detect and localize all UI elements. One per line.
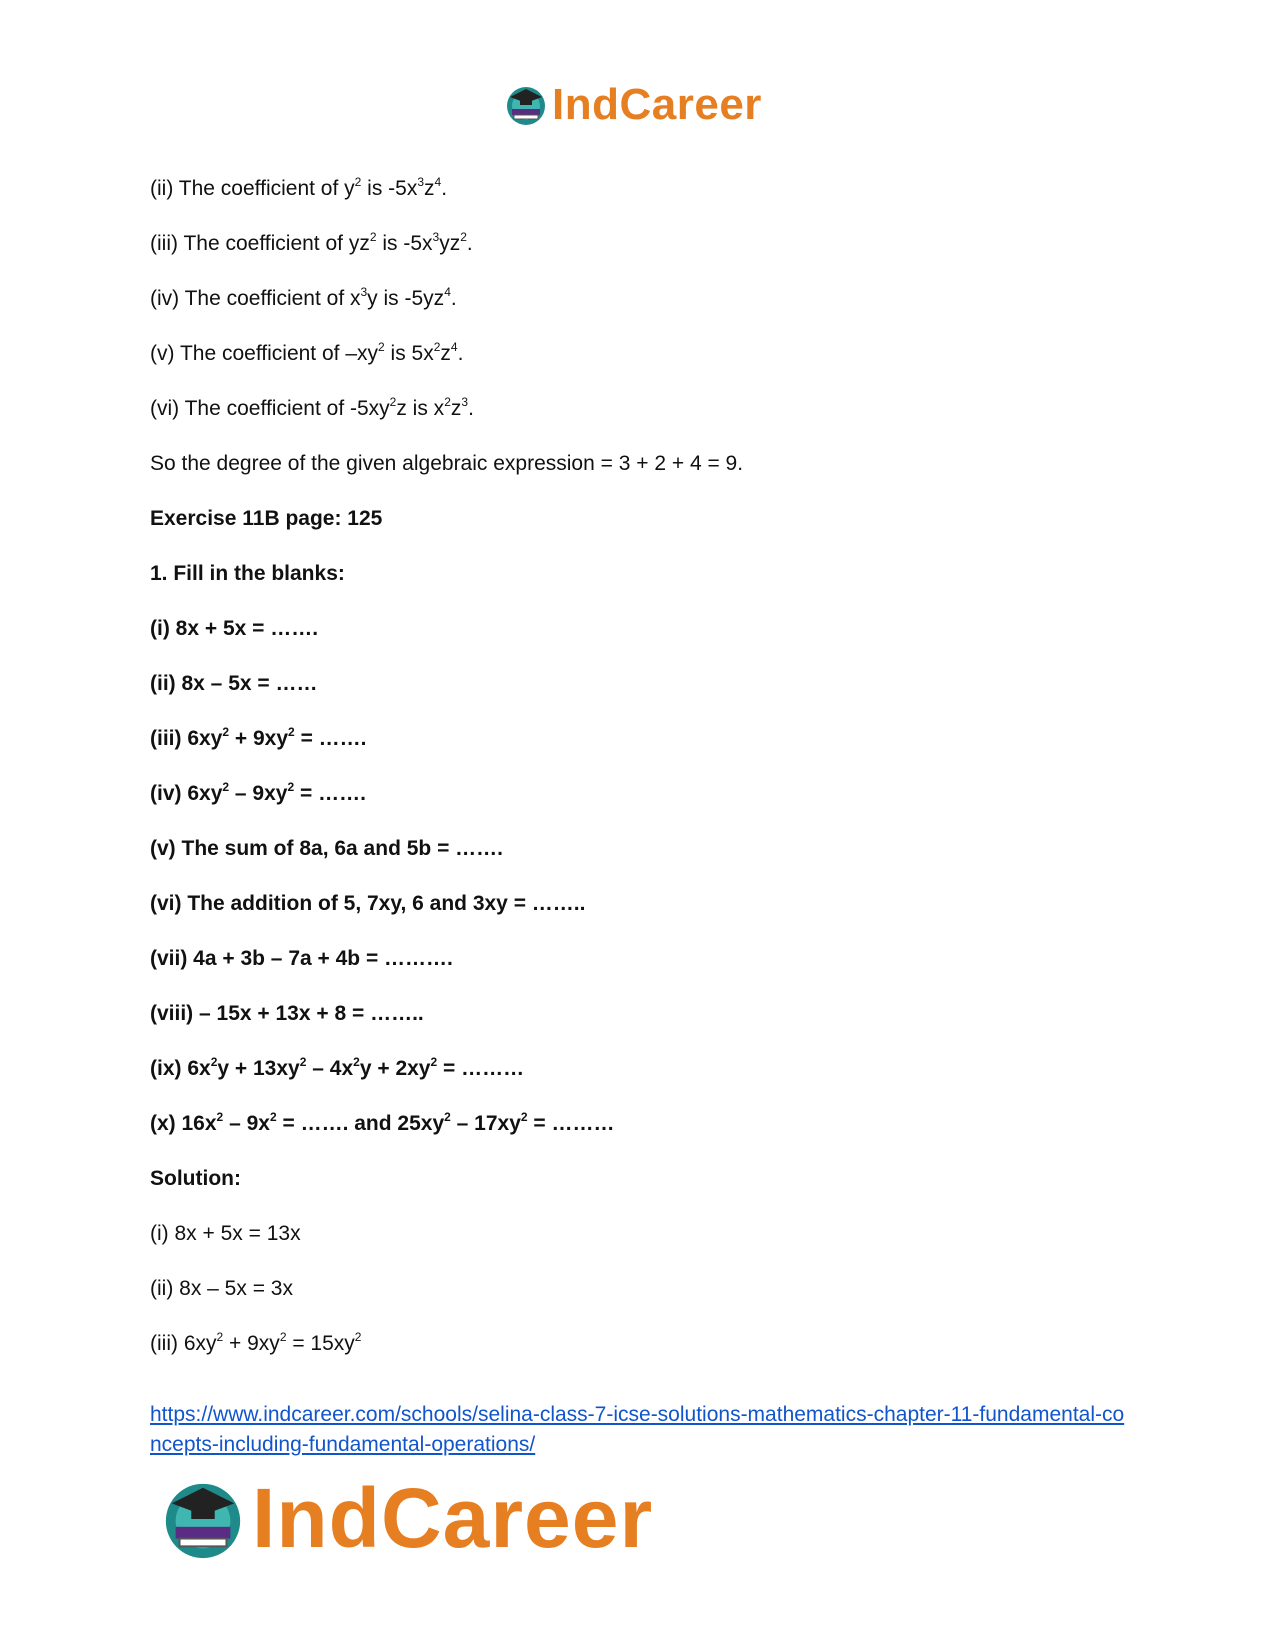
question-heading: 1. Fill in the blanks: xyxy=(150,562,345,585)
solution-ii: (ii) 8x – 5x = 3x xyxy=(150,1277,293,1300)
solution-iii: (iii) $6xy^2 + 9xy^2 = 15xy^2$ xyxy=(150,1330,362,1355)
coefficient-line-iv: (iv) The coefficient of $x^3y$ is $-5yz^4$. xyxy=(150,285,457,310)
question-v: (v) The sum of 8a, 6a and 5b = ……. xyxy=(150,837,504,860)
question-vi: (vi) The addition of 5, 7xy, 6 and 3xy = …….. xyxy=(150,892,586,915)
exercise-heading: Exercise 11B page: 125 xyxy=(150,507,383,530)
logo-text: IndCareer xyxy=(252,1471,654,1565)
degree-line: So the degree of the given algebraic expression = 3 + 2 + 4 = 9. xyxy=(150,452,744,475)
coefficient-line-vi: (vi) The coefficient of $-5xy^2z$ is $x^2z^3$. xyxy=(150,395,474,420)
question-vii: (vii) 4a + 3b – 7a + 4b = ………. xyxy=(150,947,453,970)
coefficient-line-iii: (iii) The coefficient of $yz^2$ is $-5x^3yz^2$. xyxy=(150,230,473,255)
question-ii: (ii) 8x – 5x = …… xyxy=(150,672,318,695)
solution-i: (i) 8x + 5x = 13x xyxy=(150,1222,301,1245)
source-link[interactable]: https://www.indcareer.com/schools/selina-class-7-icse-solutions-mathematics-chapter-11-fundamental-concepts-including-fundamental-operations/ xyxy=(150,1403,1125,1456)
header-logo xyxy=(504,80,762,130)
logo-text: IndCareer xyxy=(552,80,762,129)
coefficient-line-ii: (ii) The coefficient of $y^2$ is $-5x^3z^4$. xyxy=(150,175,448,200)
coefficient-line-v: (v) The coefficient of $-xy^2$ is $5x^2z^4$. xyxy=(150,340,464,365)
footer-logo xyxy=(160,1470,653,1567)
question-iii: (iii) $6xy^2 + 9xy^2$ = ……. xyxy=(150,725,367,750)
graduation-globe-icon xyxy=(160,1476,246,1562)
question-iv: (iv) $6xy^2 - 9xy^2$ = ……. xyxy=(150,780,366,805)
solution-label: Solution: xyxy=(150,1167,241,1190)
question-x: (x) $16x^2 - 9x^2$ = ……. and $25xy^2 - 17xy^2$ = ……… xyxy=(150,1110,615,1135)
question-i: (i) 8x + 5x = ……. xyxy=(150,617,319,640)
question-ix: (ix) $6x^2y + 13xy^2 - 4x^2y + 2xy^2$ = ……… xyxy=(150,1055,525,1080)
graduation-globe-icon xyxy=(504,83,548,127)
question-viii: (viii) – 15x + 13x + 8 = …….. xyxy=(150,1002,424,1025)
